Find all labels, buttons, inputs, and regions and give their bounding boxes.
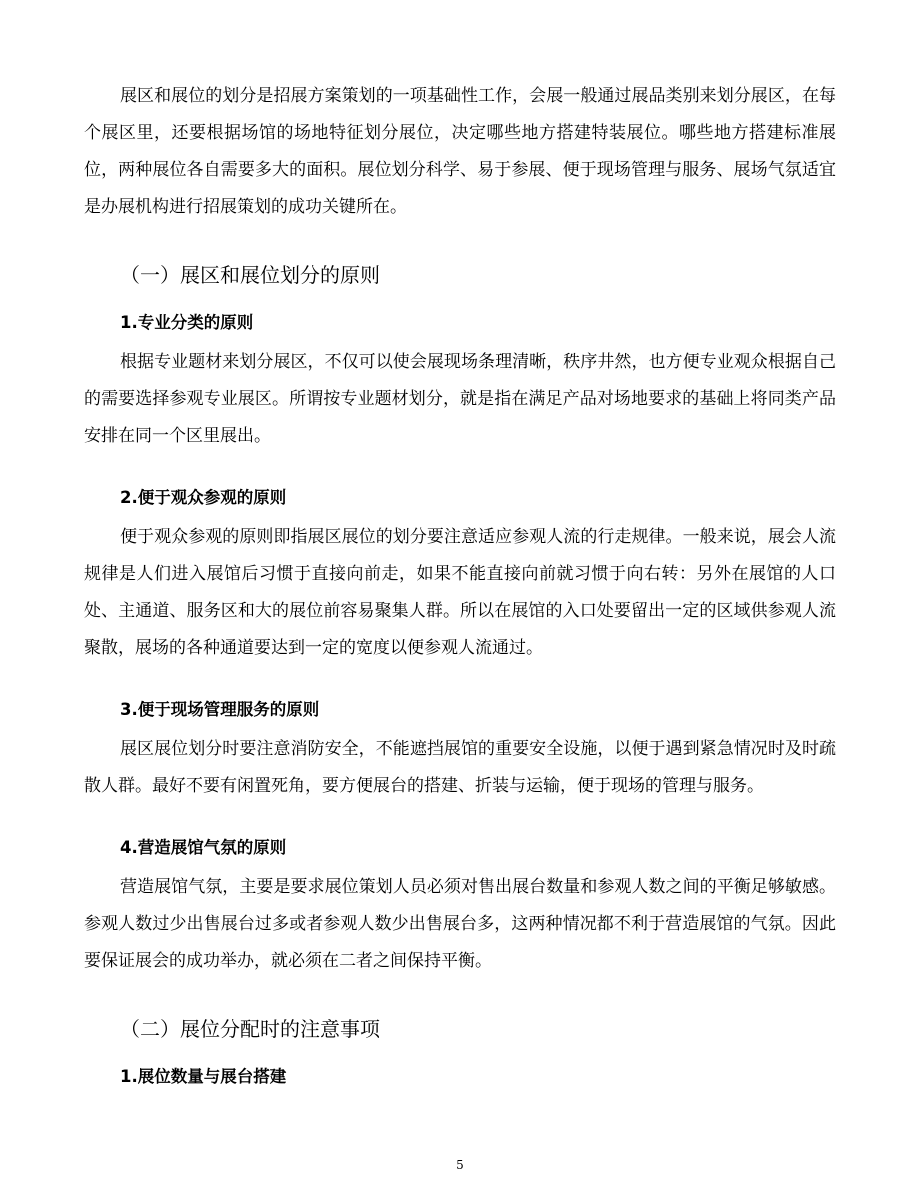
principle-block-3 xyxy=(84,697,836,805)
principle-paragraph-2: 便于观众参观的原则即指展区展位的划分要注意适应参观人流的行走规律。一般来说，展会人流规律是人们进入展馆后习惯于直接向前走，如果不能直接向前就习惯于向右转：另外在展馆的人口处、主通道、服务区和大的展位前容易聚集人群。所以在展馆的入口处要留出一定的区域供参观人流聚散，展场的各种通道要达到一定的宽度以便参观人流通过。 xyxy=(84,527,836,658)
principle-paragraph-1: 根据专业题材来划分展区，不仅可以使会展现场条理清晰，秩序井然，也方便专业观众根据自己的需要选择参观专业展区。所谓按专业题材划分，就是指在满足产品对场地要求的基础上将同类产品安排在同一个区里展出。 xyxy=(84,352,836,446)
principle-heading-3: 3.便于现场管理服务的原则 xyxy=(120,700,320,719)
page-number: 5 xyxy=(456,1158,464,1172)
notice-heading-1: 1.展位数量与展台搭建 xyxy=(120,1067,287,1086)
notice-block-1 xyxy=(84,1064,836,1090)
principle-paragraph-4: 营造展馆气氛，主要是要求展位策划人员必须对售出展台数量和参观人数之间的平衡足够敏感。参观人数过少出售展台过多或者参观人数少出售展台多，这两种情况都不利于营造展馆的气氛。因此要保证展会的成功举办，就必须在二者之间保持平衡。 xyxy=(84,877,836,971)
principle-block-1 xyxy=(84,310,836,455)
section-heading-2: （二）展位分配时的注意事项 xyxy=(120,1017,380,1041)
principle-heading-4: 4.营造展馆气氛的原则 xyxy=(120,838,287,857)
principle-paragraph-3: 展区展位划分时要注意消防安全，不能遮挡展馆的重要安全设施，以便于遇到紧急情况时及时疏散人群。最好不要有闲置死角，要方便展台的搭建、折装与运输，便于现场的管理与服务。 xyxy=(84,739,836,796)
section-heading-1: （一）展区和展位划分的原则 xyxy=(120,263,380,287)
principle-heading-2: 2.便于观众参观的原则 xyxy=(120,488,287,507)
principle-block-2 xyxy=(84,485,836,667)
intro-paragraph: 展区和展位的划分是招展方案策划的一项基础性工作，会展一般通过展品类别来划分展区，在每个展区里，还要根据场馆的场地特征划分展位，决定哪些地方搭建特装展位。哪些地方搭建标准展位，两种展位各自需要多大的面积。展位划分科学、易于参展、便于现场管理与服务、展场气氛适宜是办展机构进行招展策划的成功关键所在。 xyxy=(84,86,836,217)
principle-heading-1: 1.专业分类的原则 xyxy=(120,313,254,332)
principle-block-4 xyxy=(84,835,836,980)
document-body xyxy=(84,78,836,1090)
